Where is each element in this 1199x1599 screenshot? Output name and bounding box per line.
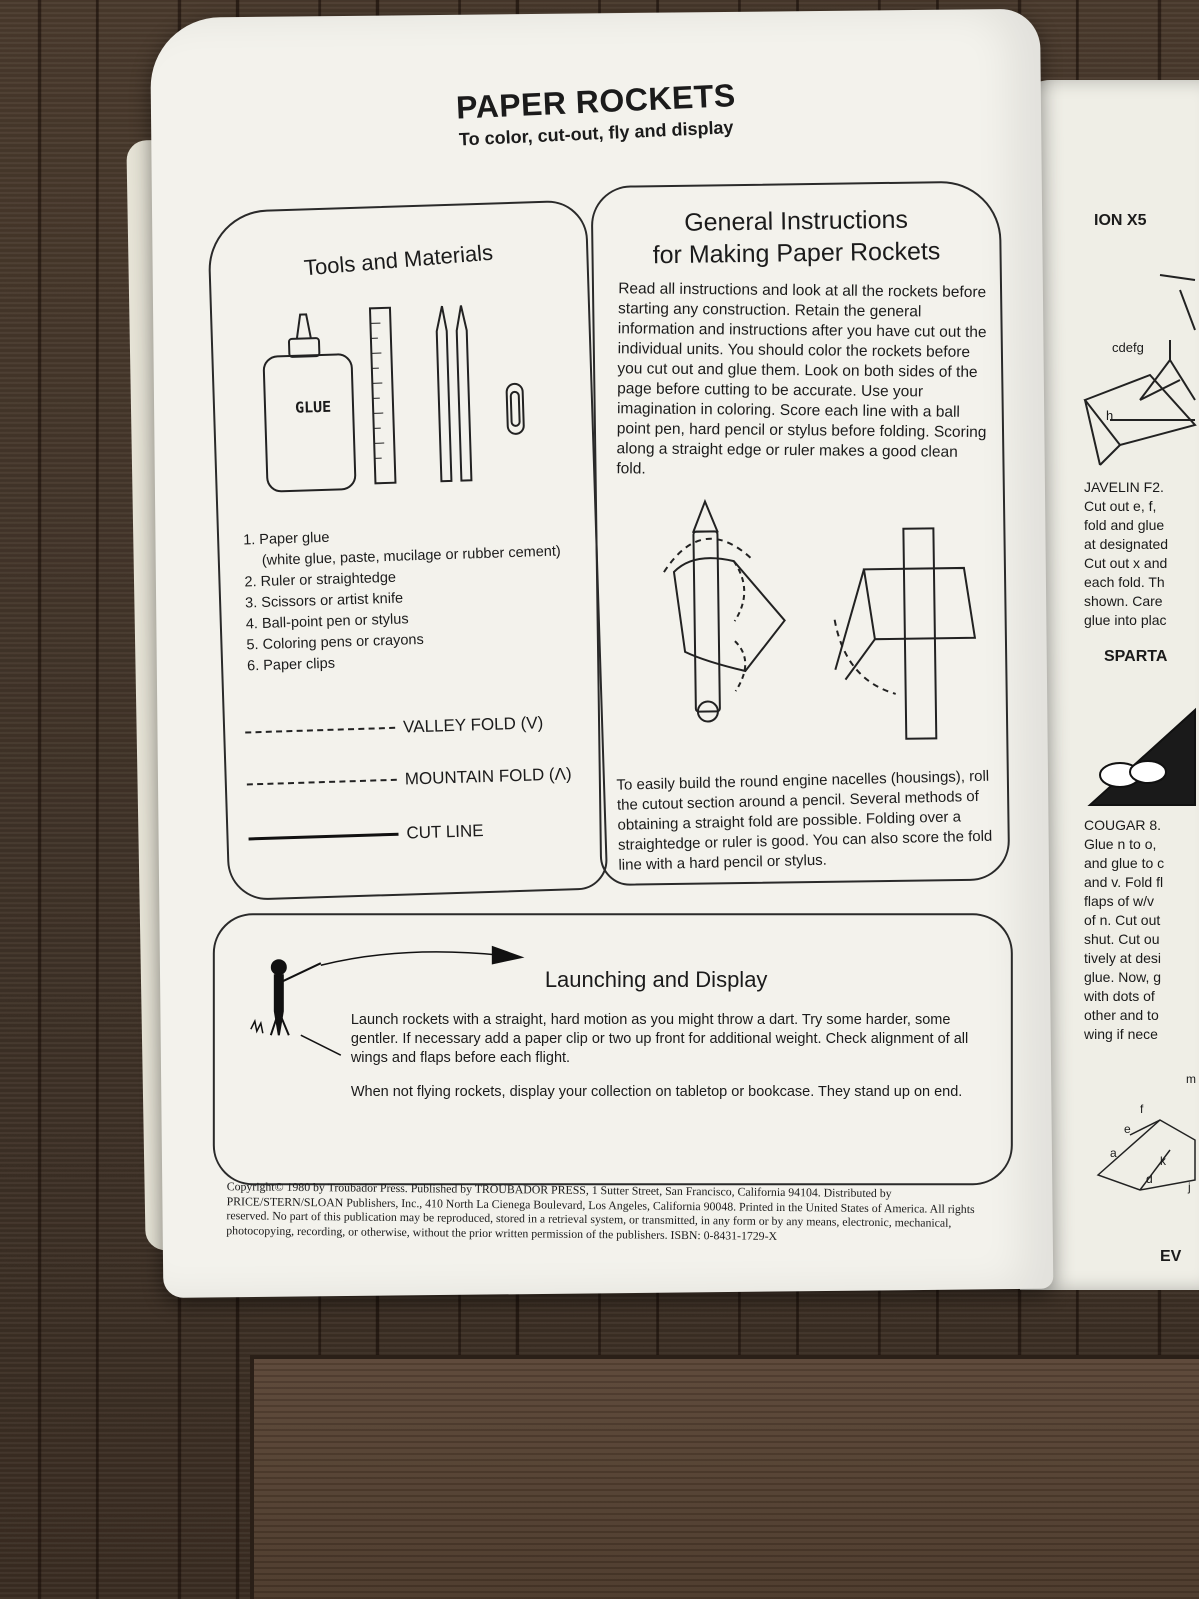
- tools-item: (white glue, paste, mucilage or rubber cement): [261, 543, 561, 569]
- letter-k: k: [1160, 1154, 1166, 1168]
- launch-paragraph-1: Launch rockets with a straight, hard motion as you might throw a dart. Try some harder, some gentler. If necessary add a paper clip or two up front for additional weight. Check alignment of all wings and flaps before each flight.: [350, 1012, 969, 1067]
- glue-bottle-icon: [263, 354, 355, 492]
- general-heading-line1: General Instructions: [684, 205, 909, 237]
- general-heading: [593, 202, 1000, 272]
- letter-j: j: [1188, 1180, 1191, 1194]
- tools-item: 5. Coloring pens or crayons: [246, 631, 424, 654]
- tools-item: 4. Ball-point pen or stylus: [245, 611, 409, 633]
- knife-icon: [436, 306, 451, 481]
- launch-heading: Launching and Display: [544, 967, 768, 993]
- tools-item: 2. Ruler or straightedge: [244, 569, 397, 591]
- legend-cut-line: [248, 821, 484, 848]
- valley-fold-line: [245, 727, 395, 734]
- copyright-text: Copyright© 1980 by Troubador Press. Published by TROUBADOR PRESS, 1 Sutter Street, San Francisco, California 94104. Distributed by PRICE/STERN/SLOAN Publishers, Inc., 410 North La Cienega Boulevard, Los Angeles, California 90048. Printed in the United States of America. All rights reserved. No part of this publication may be reproduced, stored in a retrieval system, or transmitted, in any form or by any means, electronic, mechanical, photocopying, recording, or otherwise, without the prior written permission of the publishers. ISBN: 0-8431-1729-X: [226, 1179, 975, 1243]
- folded-rocket-diagram: [1020, 370, 1199, 490]
- legend-mountain-fold: [247, 764, 572, 794]
- page-subtitle: To color, cut-out, fly and display: [458, 117, 734, 150]
- next-page-heading-ev: EV: [1160, 1248, 1182, 1265]
- tools-item: 6. Paper clips: [246, 655, 336, 675]
- letter-d: d: [1146, 1172, 1153, 1186]
- letter-a: a: [1110, 1146, 1117, 1160]
- next-page-cougar-text: COUGAR 8. Glue n to o, and glue to c and v. Fold fl flaps of w/v of n. Cut out shut. Cut ou tively at desi glue. Now, g with dots of other and to wing if nece: [1084, 817, 1165, 1042]
- ruler-icon: [370, 308, 395, 484]
- ruler-fold-icon: [903, 528, 936, 738]
- nacelle-text: To easily build the round engine nacelles (housings), roll the cutout section around a pencil. Several methods of obtaining a straight fold are possible. Folding over a straightedge or ruler is good. You can also score the fold line with a hard pencil or stylus.: [616, 767, 993, 874]
- letter-m: m: [1186, 1072, 1196, 1086]
- glue-label: GLUE: [294, 397, 332, 417]
- pen-icon: [456, 305, 471, 480]
- letter-f: f: [1140, 1102, 1144, 1116]
- next-page-heading-ion: ION X5: [1094, 212, 1147, 229]
- booklet-page: [150, 9, 1053, 1298]
- launch-panel: [213, 913, 1013, 1185]
- next-page-label-h: h: [1106, 408, 1114, 423]
- tools-list: [243, 521, 564, 678]
- valley-fold-label: VALLEY FOLD (V): [402, 713, 544, 737]
- next-page-javelin-text: JAVELIN F2. Cut out e, f, fold and glue at designated Cut out x and each fold. Th shown. Care glue into plac: [1084, 479, 1169, 628]
- tools-item: 1. Paper glue: [242, 529, 330, 549]
- general-heading-line2: for Making Paper Rockets: [652, 237, 941, 270]
- pencil-roll-illustration: [633, 498, 996, 733]
- legend-valley-fold: [245, 713, 544, 742]
- next-page-heading-sparta: SPARTA: [1104, 648, 1168, 665]
- tools-heading: Tools and Materials: [302, 239, 494, 281]
- wood-board: [250, 1355, 1199, 1599]
- general-instructions-panel: [591, 180, 1011, 886]
- letter-e: e: [1124, 1122, 1131, 1136]
- cut-line-label: CUT LINE: [406, 821, 484, 843]
- tools-item: 3. Scissors or artist knife: [244, 590, 404, 612]
- general-instructions-text: Read all instructions and look at all the rockets before starting any construction. Retain the general information and instructions after you have cut out the individual units. You should color the rockets before you cut out and glue them. Look on both sides of the page before cutting to be accurate. Use your imagination in coloring. Score each line with a ball point pen, hard pencil or stylus before folding. Scoring along a straight edge or ruler makes a good clean fold.: [616, 280, 987, 478]
- next-page-label-cdefg: cdefg: [1112, 340, 1144, 355]
- tools-panel: [207, 200, 608, 902]
- cut-line: [249, 832, 399, 840]
- launch-paragraph-2: When not flying rockets, display your collection on tabletop or bookcase. They stand up on end.: [350, 1084, 963, 1101]
- page-title: PAPER ROCKETS: [455, 77, 737, 126]
- mountain-fold-line: [247, 779, 397, 786]
- mountain-fold-label: MOUNTAIN FOLD (Λ): [404, 764, 572, 789]
